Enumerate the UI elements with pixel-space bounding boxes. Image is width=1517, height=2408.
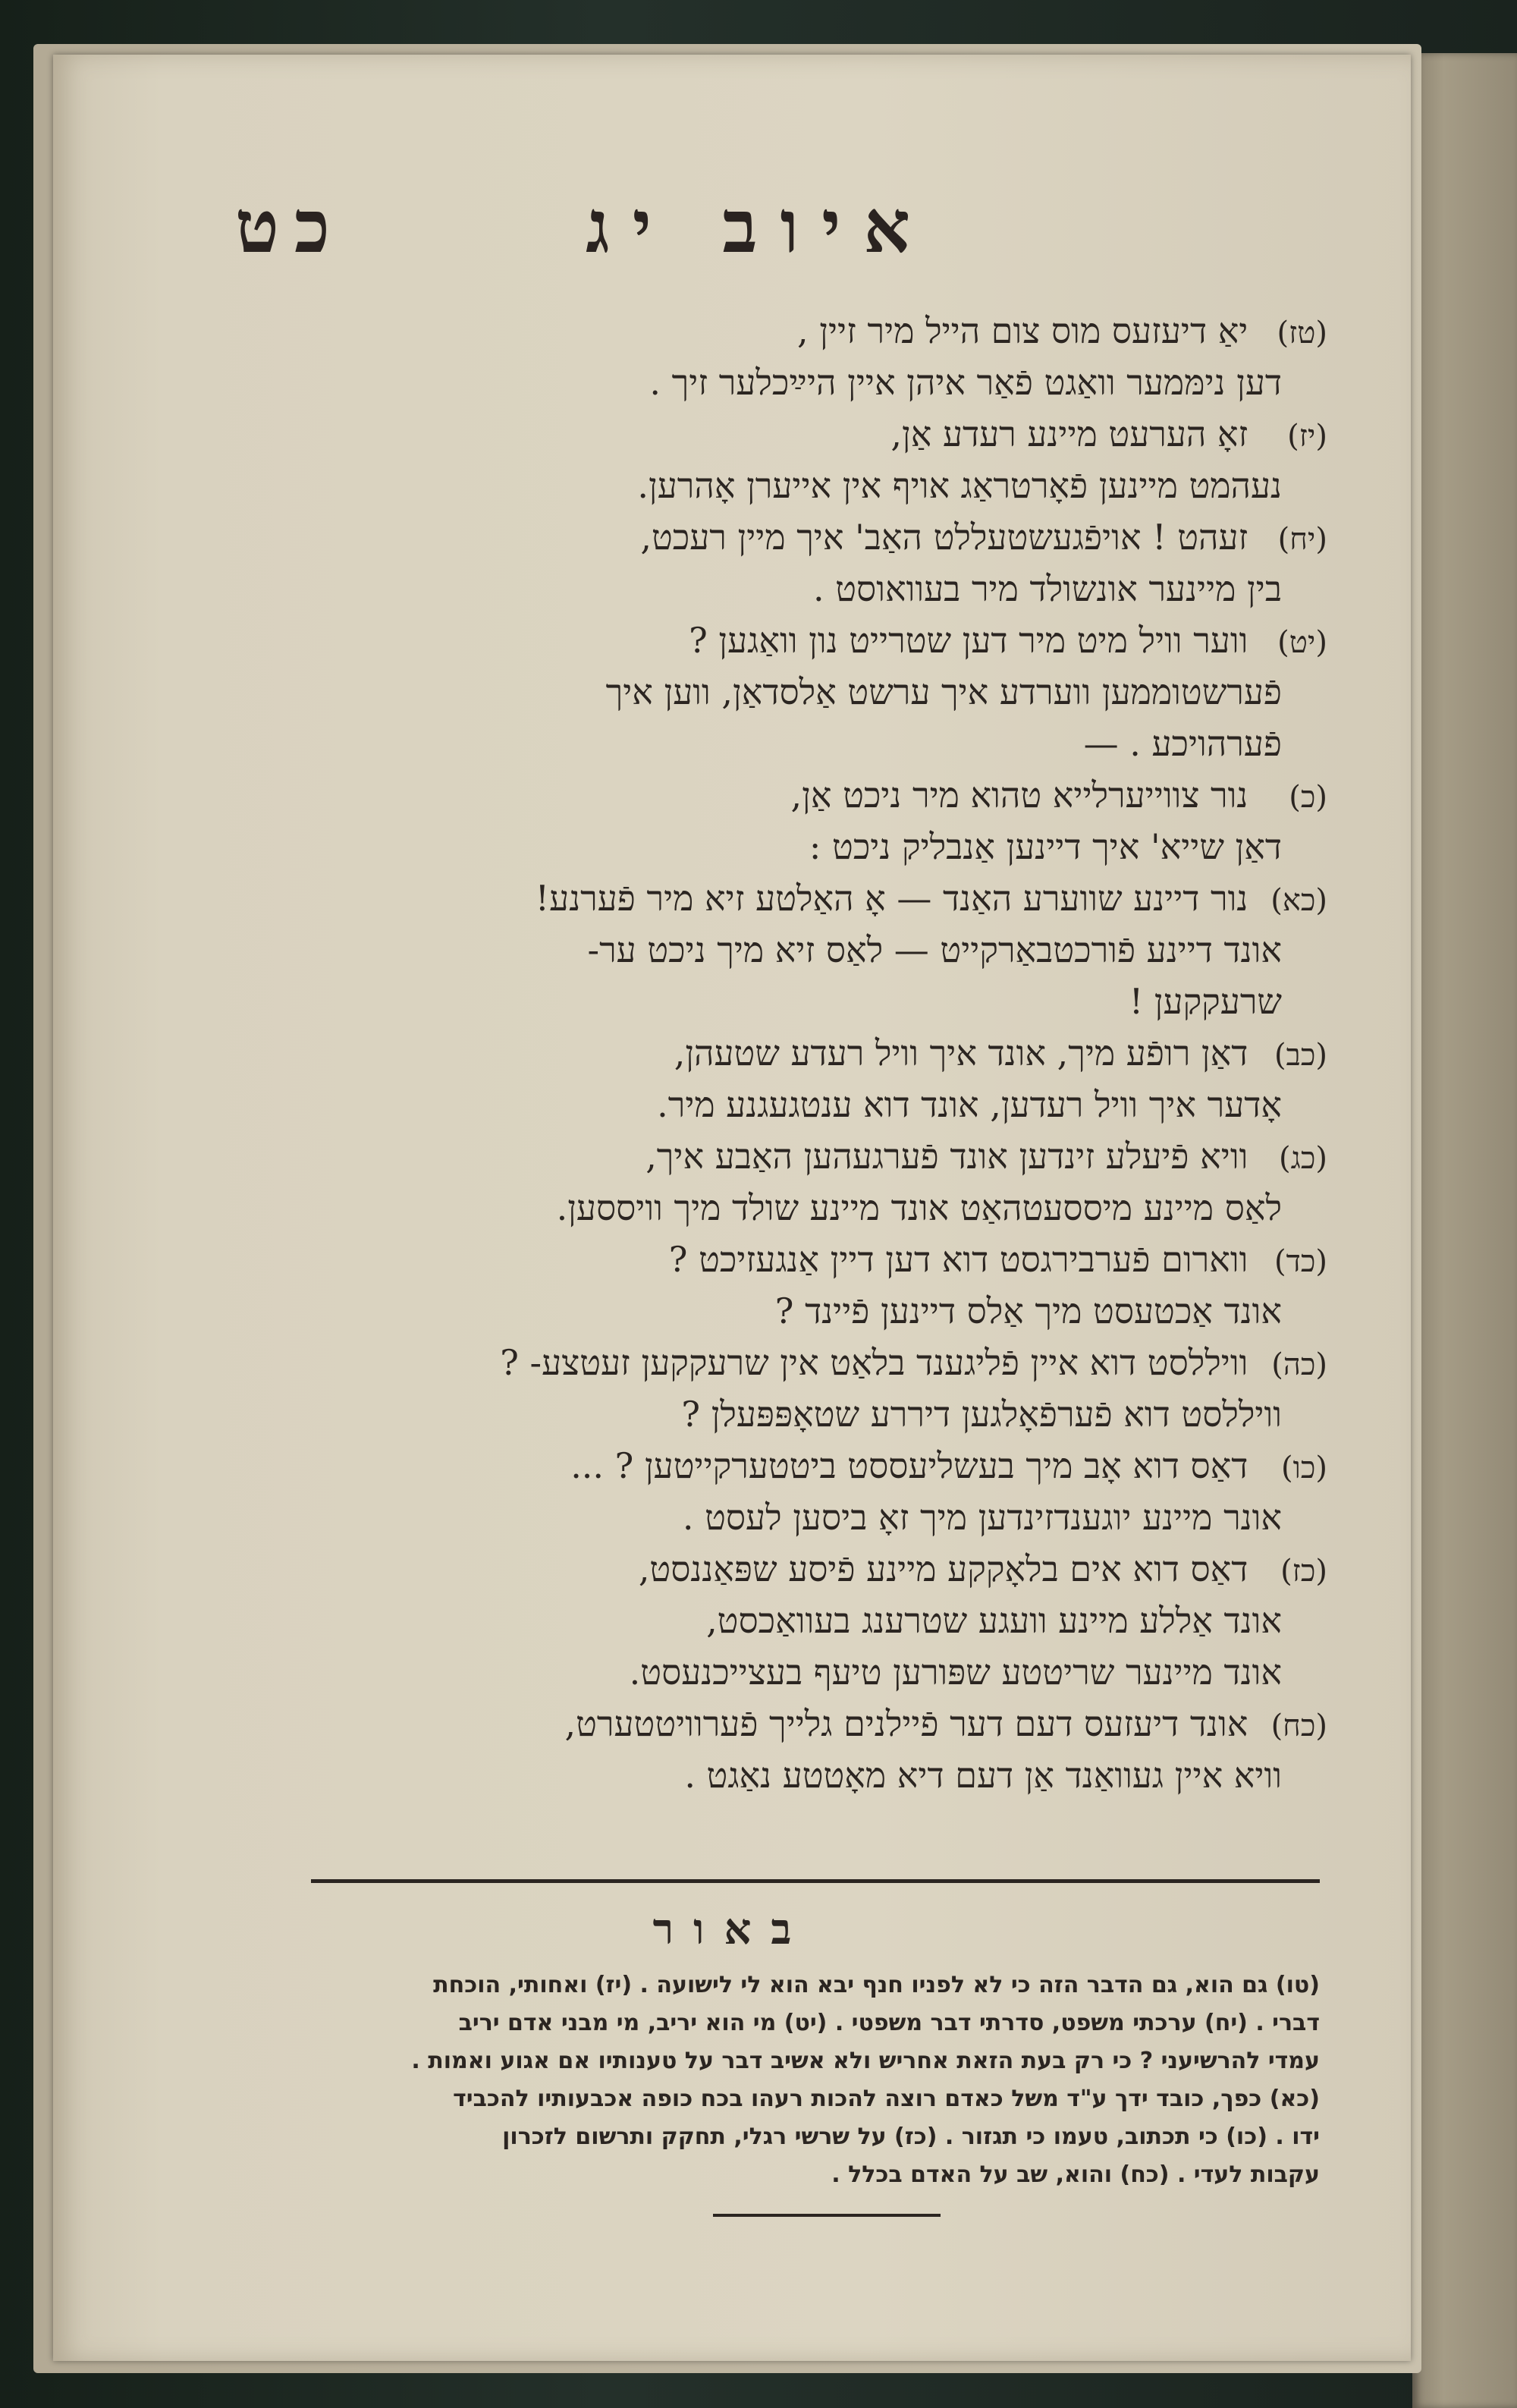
verse-line (281, 563, 1327, 615)
verse-text-line: אונד מיינער שריטטע שפּורען טיעף בעצייכנעסט. (629, 1652, 1282, 1693)
verse-text-line: זאָ הערעט מיינע רעדע אַן, (890, 413, 1248, 454)
verse-line (281, 1646, 1327, 1698)
verse-number: (כב) (1274, 1038, 1327, 1073)
verse-text-line: בין מיינער אונשולד מיר בעוואוסט . (813, 568, 1282, 609)
verse-number: (כד) (1274, 1244, 1327, 1279)
verse-text-line: אונד דיעזעס דעם דער פֿיילנים גלייך פֿערוויטטערט, (564, 1703, 1248, 1744)
commentary-line: ידו . (כו) כי תכתוב, טעמו כי תגזור . (כז) על שרשי רגלי, תחקק ותרשום לזכרון (502, 2124, 1320, 2150)
verse-text-line: ווער וויל מיט מיר דען שטרייט נון וואַגען ? (689, 620, 1248, 661)
verse-line (281, 1027, 1327, 1079)
verse-text-line: וויללסט דוא איין פֿליגענד בלאַט אין שרעקקען זעטצע- ? (500, 1342, 1248, 1383)
verse-text-line: אונד דיינע פֿורכטבאַרקייט — לאַס זיא מיך ניכט ער- (587, 929, 1282, 970)
verse-line (281, 1698, 1327, 1749)
verse-line (281, 1388, 1327, 1440)
section-divider (311, 1879, 1320, 1883)
verse-line (281, 1285, 1327, 1337)
commentary-text (243, 1966, 1320, 2194)
commentary-title: באור (652, 1904, 812, 1954)
verse-line (281, 872, 1327, 924)
verse-text-line: שרעקקען ! (1129, 981, 1282, 1022)
commentary-line: עמדי להרשיעני ? כי רק בעת הזאת אחריש ולא אשיב דבר על טענותיו אם אגוע ואמות . (411, 2048, 1320, 2074)
verse-text-line: פֿערהויכע . — (1083, 723, 1282, 764)
verse-number: (יט) (1277, 625, 1327, 660)
verse-text-line: אונד אַכטעסט מיך אַלס דיינען פֿיינד ? (774, 1290, 1282, 1331)
verse-text-line: ווארום פֿערבירגסט דוא דען דיין אַנגעזיכט ? (668, 1239, 1248, 1280)
verse-text-line: וויא פֿיעלע זינדען אונד פֿערגעהען האַבע איך, (645, 1136, 1248, 1177)
running-header (53, 184, 1411, 282)
facing-page-edge (1412, 53, 1517, 2408)
verse-line (281, 1337, 1327, 1388)
end-rule (713, 2214, 941, 2217)
verse-line (281, 511, 1327, 563)
verse-text-line: דאַס דוא אָב מיך בעשליעססט ביטטערקייטען ? ... (570, 1445, 1248, 1486)
commentary-line: עקבות לעדי . (כח) והוא, שב על האדם בכלל . (831, 2161, 1320, 2188)
verse-text-line: דאַס דוא אים בלאָקקע מיינע פֿיסע שפּאַננסט, (638, 1548, 1248, 1589)
verse-number: (כא) (1270, 883, 1327, 918)
verse-text-line: יאַ דיעזעס מוס צום הייל מיר זיין , (797, 310, 1248, 351)
verse-text (281, 305, 1327, 1801)
verse-line (281, 1595, 1327, 1646)
verse-number: (יז) (1287, 419, 1327, 454)
verse-line (281, 666, 1327, 718)
verse-text-line: אונר מיינע יוגענדזינדען מיך זאָ ביסען לעסט . (682, 1497, 1282, 1538)
verse-text-line: אונד אַללע מיינע וועגע שטרענג בעוואַכסט, (706, 1600, 1282, 1641)
verse-line (281, 1749, 1327, 1801)
book-title: איוב יג (586, 184, 933, 269)
verse-line (281, 1492, 1327, 1543)
commentary-line: (כא) כפך, כובד ידך ע"ד משל כאדם רוצה להכות רעהו בכח כופה אכבעותיו להכביד (453, 2086, 1320, 2112)
verse-line (281, 615, 1327, 666)
verse-number: (כו) (1281, 1451, 1327, 1485)
verse-number: (כח) (1270, 1709, 1327, 1743)
verse-number: (כג) (1279, 1141, 1327, 1176)
verse-text-line: נור דיינע שווערע האַנד — אָ האַלטע זיא מיר פֿערנע! (535, 878, 1248, 919)
verse-number: (טז) (1277, 316, 1327, 351)
verse-text-line: דאַן רופֿע מיך, אונד איך וויל רעדע שטעהן, (674, 1033, 1248, 1074)
verse-number: (כ) (1289, 780, 1327, 815)
verse-line (281, 821, 1327, 872)
verse-text-line: אָדער איך וויל רעדען, אונד דוא ענטגעגנע מיר. (657, 1084, 1282, 1125)
verse-number: (כז) (1280, 1554, 1327, 1589)
commentary-line: (טו) גם הוא, גם הדבר הזה כי לא לפניו חנף יבא הוא לי לישועה . (יז) ואחותי, הוכחת (433, 1972, 1320, 1998)
commentary-line: דברי . (יח) ערכתי משפט, סדרתי דבר משפטי . (יט) מי הוא יריב, מי מבני אדם יריב (458, 2010, 1320, 2036)
book-page (53, 55, 1411, 2361)
verse-number: (יח) (1277, 522, 1327, 557)
verse-text-line: זעהט ! אויפֿגעשטעללט האַב' איך מיין רעכט, (640, 517, 1248, 558)
verse-line (281, 1182, 1327, 1234)
verse-text-line: נעהמט מיינען פֿאָרטראַג אויף אין אייערן אָהרען. (637, 465, 1282, 506)
verse-text-line: וויללסט דוא פֿערפֿאָלגען דיררע שטאָפּפּעלן ? (681, 1394, 1282, 1435)
verse-line (281, 976, 1327, 1027)
verse-text-line: פֿערשטוממען ווערדע איך ערשט אַלסדאַן, ווען איך (605, 671, 1282, 712)
verse-text-line: לאַס מיינע מיססעטהאַט אונד מיינע שולד מיך וויססען. (556, 1187, 1282, 1228)
verse-line (281, 718, 1327, 769)
verse-line (281, 924, 1327, 976)
verse-line (281, 1130, 1327, 1182)
verse-text-line: וויא איין געוואַנד אַן דעם דיא מאָטטע נאַגט . (684, 1755, 1282, 1796)
verse-line (281, 769, 1327, 821)
verse-line (281, 357, 1327, 408)
verse-text-line: דאַן שייא' איך דיינען אַנבליק ניכט : (809, 826, 1282, 867)
verse-line (281, 1079, 1327, 1130)
verse-line (281, 1440, 1327, 1492)
verse-number: (כה) (1271, 1347, 1327, 1382)
verse-line (281, 408, 1327, 460)
verse-line (281, 460, 1327, 511)
verse-line (281, 1543, 1327, 1595)
verse-text-line: נור צווייערלייא טהוא מיר ניכט אַן, (790, 775, 1248, 816)
page-number: כט (235, 184, 345, 269)
verse-line (281, 1234, 1327, 1285)
verse-text-line: דען נימּמער וואַגט פֿאַר איהן איין היײַכלער זיך . (649, 362, 1282, 403)
verse-line (281, 305, 1327, 357)
